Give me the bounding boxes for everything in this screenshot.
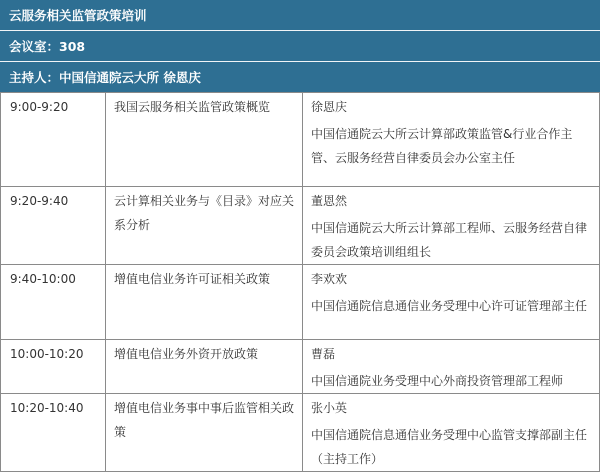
topic-text: 增值电信业务事中事后监管相关政策 xyxy=(114,401,295,439)
speaker-name: 李欢欢 xyxy=(311,272,348,286)
time-cell xyxy=(1,187,106,265)
speaker-name: 张小英 xyxy=(311,401,348,415)
topic-cell xyxy=(106,187,303,265)
speaker-name: 曹磊 xyxy=(311,347,336,361)
speaker-cell xyxy=(303,340,600,394)
topic-text: 我国云服务相关监管政策概览 xyxy=(114,100,271,114)
speaker-cell xyxy=(303,265,600,340)
table-row xyxy=(1,265,600,340)
table-row xyxy=(1,340,600,394)
topic-cell xyxy=(106,340,303,394)
session-room: 会议室：308 xyxy=(0,31,600,62)
session-header xyxy=(0,0,600,92)
table-row xyxy=(1,187,600,265)
time-text: 9:20-9:40 xyxy=(10,194,69,208)
time-text: 10:00-10:20 xyxy=(10,347,84,361)
agenda-table xyxy=(0,92,600,472)
topic-text: 增值电信业务许可证相关政策 xyxy=(114,272,271,286)
time-cell xyxy=(1,265,106,340)
table-row xyxy=(1,394,600,472)
topic-cell xyxy=(106,394,303,472)
time-text: 9:00-9:20 xyxy=(10,100,69,114)
time-text: 9:40-10:00 xyxy=(10,272,76,286)
topic-text: 云计算相关业务与《目录》对应关系分析 xyxy=(114,194,295,232)
speaker-name: 董恩然 xyxy=(311,194,348,208)
topic-cell xyxy=(106,265,303,340)
speaker-name: 徐恩庆 xyxy=(311,100,348,114)
speaker-org: 中国信通院业务受理中心外商投资管理部工程师 xyxy=(311,374,564,388)
speaker-cell xyxy=(303,187,600,265)
time-text: 10:20-10:40 xyxy=(10,401,84,415)
session-host: 主持人：中国信通院云大所 徐恩庆 xyxy=(9,70,201,85)
speaker-org: 中国信通院云大所云计算部政策监管&行业合作主管、云服务经营自律委员会办公室主任 xyxy=(311,127,573,165)
session-title: 云服务相关监管政策培训 xyxy=(0,0,600,31)
topic-cell xyxy=(106,93,303,187)
time-cell xyxy=(1,394,106,472)
speaker-org: 中国信通院信息通信业务受理中心监管支撑部副主任（主持工作） xyxy=(311,428,588,466)
time-cell xyxy=(1,93,106,187)
speaker-cell xyxy=(303,394,600,472)
speaker-cell xyxy=(303,93,600,187)
table-row xyxy=(1,93,600,187)
speaker-org: 中国信通院信息通信业务受理中心许可证管理部主任 xyxy=(311,299,588,313)
topic-text: 增值电信业务外资开放政策 xyxy=(114,347,259,361)
speaker-org: 中国信通院云大所云计算部工程师、云服务经营自律委员会政策培训组组长 xyxy=(311,221,588,259)
time-cell xyxy=(1,340,106,394)
